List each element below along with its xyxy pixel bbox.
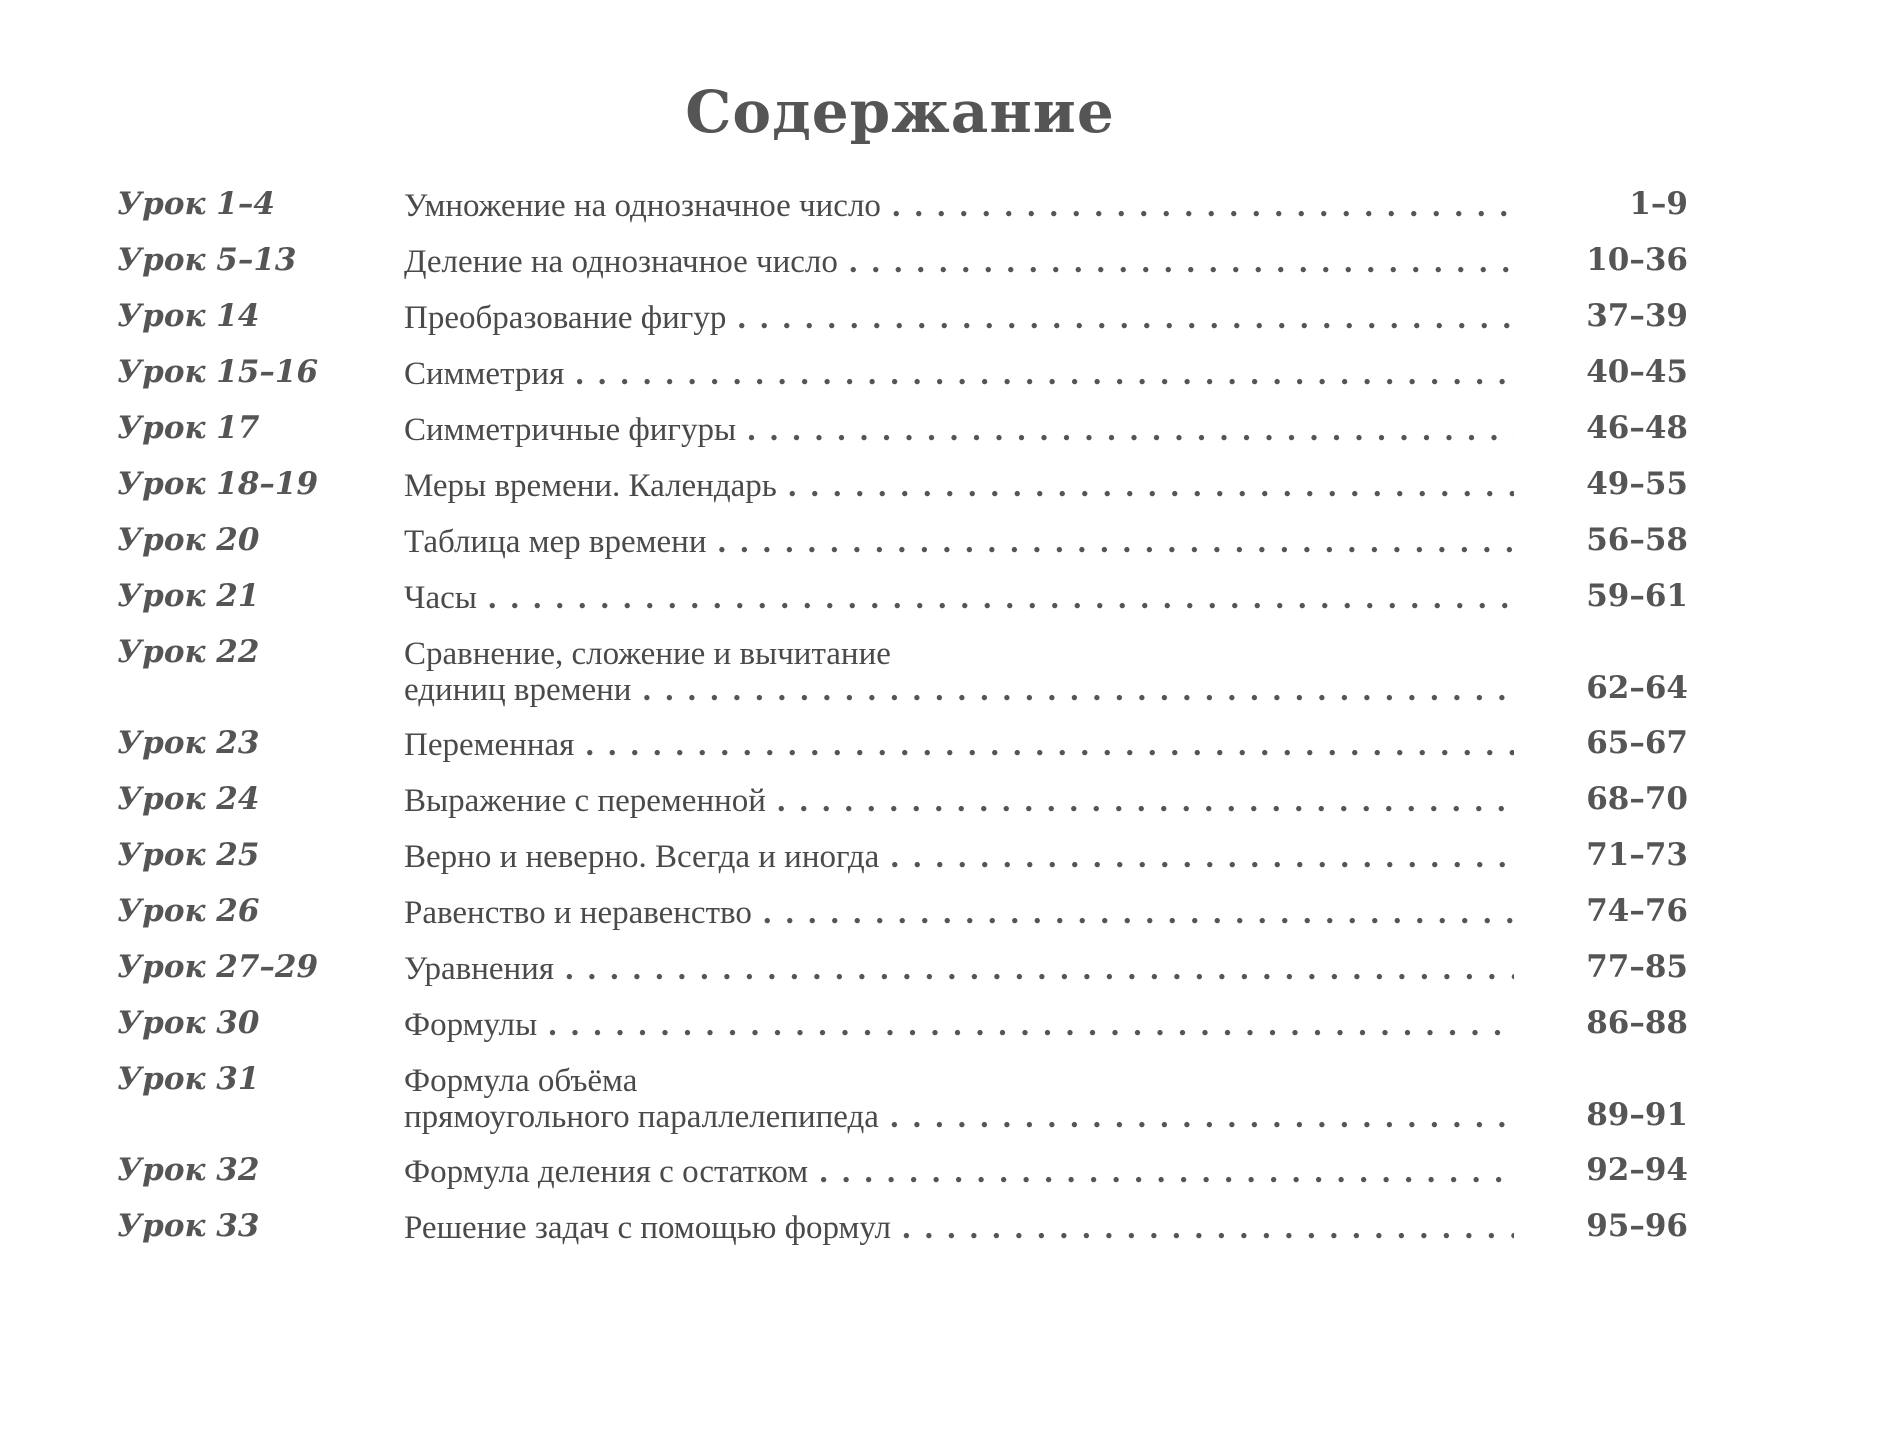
- topic-title: [404, 524, 1514, 560]
- page-range: 65–67: [1586, 725, 1688, 761]
- topic-title: [404, 300, 1514, 336]
- toc-row: [0, 516, 1894, 572]
- lesson-number: Урок 15–16: [117, 354, 319, 390]
- topic-line: Меры времени. Календарь . . .: [404, 468, 1514, 504]
- topic-line: Переменная . . .: [404, 727, 1514, 763]
- toc-row: [0, 1202, 1894, 1258]
- page-range: 74–76: [1586, 893, 1688, 929]
- toc-row: [0, 180, 1894, 236]
- topic-line: Симметрия . . .: [404, 356, 1514, 392]
- topic-line: прямоугольного параллелепипеда . . .: [404, 1099, 1514, 1135]
- page-range: 10–36: [1586, 242, 1688, 278]
- toc-row: [0, 628, 1894, 719]
- topic-title: [404, 951, 1514, 987]
- topic-title: [404, 1063, 1514, 1135]
- topic-line: Сравнение, сложение и вычитание: [404, 636, 891, 672]
- toc-row: [0, 831, 1894, 887]
- topic-title: [404, 580, 1514, 616]
- lesson-number: Урок 25: [117, 837, 260, 873]
- toc-row: [0, 348, 1894, 404]
- topic-line: Верно и неверно. Всегда и иногда . . .: [404, 839, 1514, 875]
- topic-title: [404, 412, 1514, 448]
- topic-line: Формула деления с остатком . . .: [404, 1154, 1514, 1190]
- toc-row: [0, 1146, 1894, 1202]
- page-range: 89–91: [1586, 1097, 1688, 1133]
- page-range: 49–55: [1586, 466, 1688, 502]
- page-range: 59–61: [1586, 578, 1688, 614]
- lesson-number: Урок 22: [117, 634, 260, 670]
- page-range: 1–9: [1629, 186, 1688, 222]
- topic-title: [404, 1210, 1514, 1246]
- toc-row: [0, 943, 1894, 999]
- lesson-number: Урок 23: [117, 725, 260, 761]
- toc-row: [0, 572, 1894, 628]
- topic-line: Уравнения . . .: [404, 951, 1514, 987]
- lesson-number: Урок 1–4: [117, 186, 275, 222]
- page-range: 86–88: [1586, 1005, 1688, 1041]
- lesson-number: Урок 32: [117, 1152, 260, 1188]
- topic-title: [404, 188, 1514, 224]
- lesson-number: Урок 33: [117, 1208, 260, 1244]
- toc-row: [0, 719, 1894, 775]
- topic-title: [404, 356, 1514, 392]
- page-range: 68–70: [1586, 781, 1688, 817]
- lesson-number: Урок 18–19: [117, 466, 319, 502]
- topic-title: [404, 727, 1514, 763]
- table-of-contents: [0, 180, 1894, 1258]
- lesson-number: Урок 20: [117, 522, 260, 558]
- lesson-number: Урок 26: [117, 893, 260, 929]
- page-range: 46–48: [1586, 410, 1688, 446]
- lesson-number: Урок 21: [117, 578, 260, 614]
- toc-row: [0, 1055, 1894, 1146]
- topic-line: Равенство и неравенство . . .: [404, 895, 1514, 931]
- toc-row: [0, 887, 1894, 943]
- topic-line: Формула объёма: [404, 1063, 638, 1099]
- topic-title: [404, 244, 1514, 280]
- toc-row: [0, 292, 1894, 348]
- lesson-number: Урок 17: [117, 410, 260, 446]
- topic-line: Решение задач с помощью формул . . .: [404, 1210, 1514, 1246]
- page-range: 37–39: [1586, 298, 1688, 334]
- page-range: 95–96: [1586, 1208, 1688, 1244]
- lesson-number: Урок 31: [117, 1061, 260, 1097]
- toc-row: [0, 460, 1894, 516]
- topic-line: Выражение с переменной . . .: [404, 783, 1514, 819]
- lesson-number: Урок 24: [117, 781, 260, 817]
- lesson-number: Урок 27–29: [117, 949, 319, 985]
- topic-title: [404, 636, 1514, 708]
- lesson-number: Урок 5–13: [117, 242, 297, 278]
- topic-line: Деление на однозначное число . . .: [404, 244, 1514, 280]
- topic-title: [404, 1007, 1514, 1043]
- lesson-number: Урок 14: [117, 298, 260, 334]
- topic-title: [404, 895, 1514, 931]
- topic-line: Умножение на однозначное число . . .: [404, 188, 1514, 224]
- page-range: 40–45: [1586, 354, 1688, 390]
- topic-title: [404, 783, 1514, 819]
- topic-line: Таблица мер времени . . .: [404, 524, 1514, 560]
- topic-title: [404, 468, 1514, 504]
- page-range: 92–94: [1586, 1152, 1688, 1188]
- page-range: 56–58: [1586, 522, 1688, 558]
- topic-line: Преобразование фигур . . .: [404, 300, 1514, 336]
- page-range: 71–73: [1586, 837, 1688, 873]
- topic-title: [404, 1154, 1514, 1190]
- toc-row: [0, 404, 1894, 460]
- lesson-number: Урок 30: [117, 1005, 260, 1041]
- page-range: 77–85: [1586, 949, 1688, 985]
- toc-row: [0, 999, 1894, 1055]
- page-range: 62–64: [1586, 670, 1688, 706]
- topic-line: Часы . . .: [404, 580, 1514, 616]
- toc-row: [0, 236, 1894, 292]
- topic-line: Симметричные фигуры . . .: [404, 412, 1514, 448]
- topic-title: [404, 839, 1514, 875]
- topic-line: единиц времени . . .: [404, 672, 1514, 708]
- toc-row: [0, 775, 1894, 831]
- page-title: Содержание: [685, 78, 1115, 146]
- topic-line: Формулы . . .: [404, 1007, 1514, 1043]
